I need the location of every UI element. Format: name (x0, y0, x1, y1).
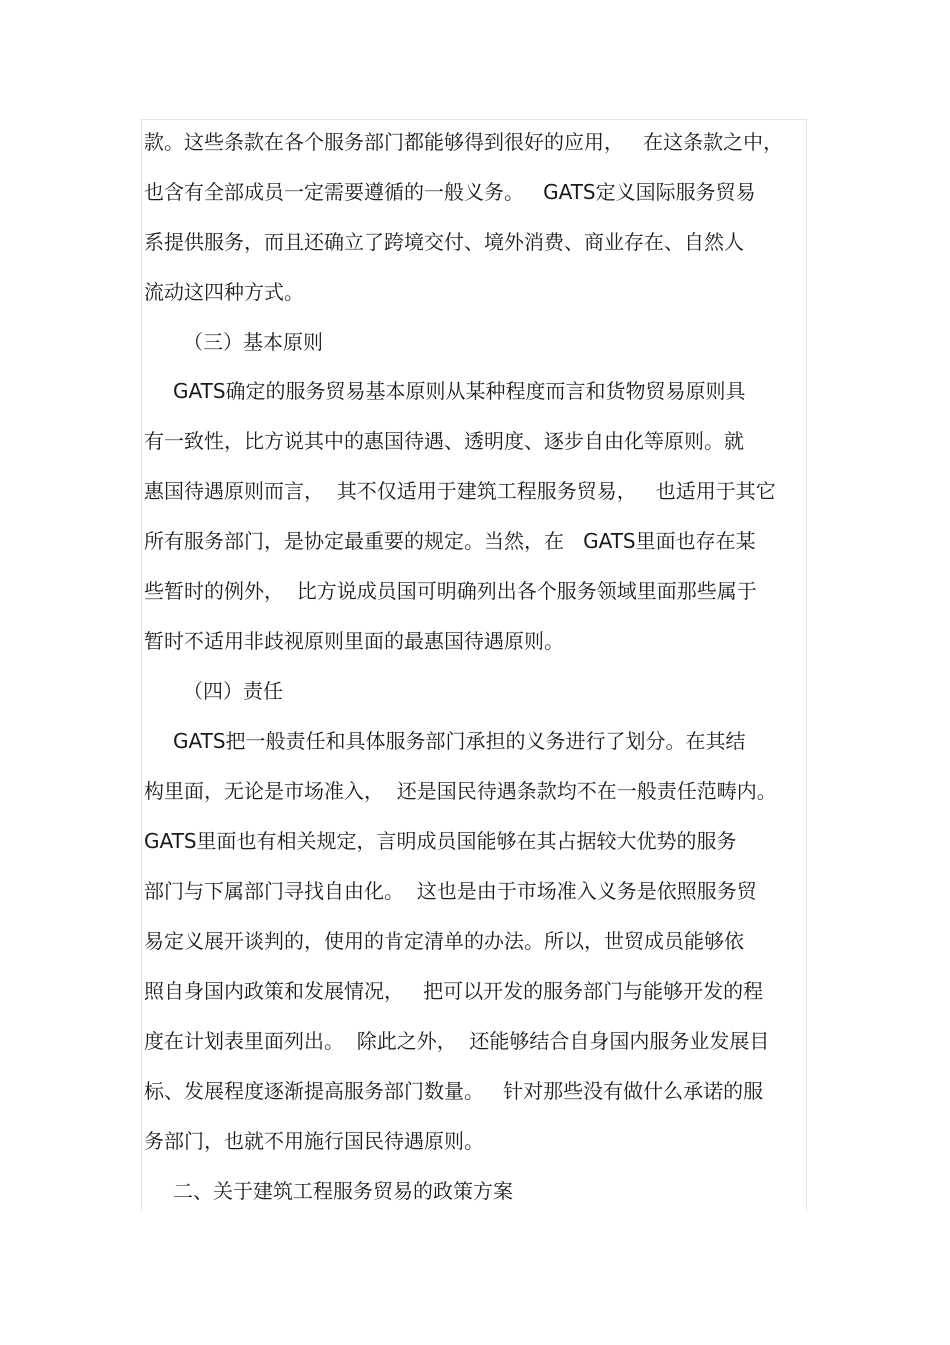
paragraph-line: 系提供服务，而且还确立了跨境交付、境外消费、商业存在、自然人 (144, 230, 744, 254)
paragraph-line: 所有服务部门，是协定最重要的规定。当然，在 GATS里面也存在某 (144, 529, 756, 553)
paragraph-line: GATS把一般责任和具体服务部门承担的义务进行了划分。在其结 (173, 729, 746, 753)
paragraph-line: 些暂时的例外， 比方说成员国可明确列出各个服务领域里面那些属于 (144, 579, 757, 603)
paragraph-line: 有一致性，比方说其中的惠国待遇、透明度、逐步自由化等原则。就 (144, 429, 744, 453)
paragraph-line: 务部门，也就不用施行国民待遇原则。 (144, 1129, 484, 1153)
paragraph-line: 部门与下属部门寻找自由化。 这也是由于市场准入义务是依照服务贸 (144, 879, 757, 903)
paragraph-line: 照自身国内政策和发展情况， 把可以开发的服务部门与能够开发的程 (144, 979, 764, 1003)
section-heading-policy: 二、关于建筑工程服务贸易的政策方案 (173, 1179, 513, 1203)
paragraph-line: 易定义展开谈判的，使用的肯定清单的办法。所以，世贸成员能够依 (144, 929, 744, 953)
paragraph-line: 标、发展程度逐渐提高服务部门数量。 针对那些没有做什么承诺的服 (144, 1079, 764, 1103)
section-heading-basic-principles: （三）基本原则 (183, 330, 323, 354)
paragraph-line: 款。这些条款在各个服务部门都能够得到很好的应用， 在这条款之中， (144, 130, 784, 154)
section-heading-responsibility: （四）责任 (183, 679, 283, 703)
paragraph-line: 度在计划表里面列出。 除此之外， 还能够结合自身国内服务业发展目 (144, 1029, 770, 1053)
paragraph-line: GATS确定的服务贸易基本原则从某种程度而言和货物贸易原则具 (173, 379, 746, 403)
paragraph-line: 构里面，无论是市场准入， 还是国民待遇条款均不在一般责任范畴内。 (144, 779, 777, 803)
paragraph-line: 惠国待遇原则而言， 其不仅适用于建筑工程服务贸易， 也适用于其它 (144, 479, 776, 503)
paragraph-line: 流动这四种方式。 (144, 280, 304, 304)
paragraph-line: 暂时不适用非歧视原则里面的最惠国待遇原则。 (144, 629, 564, 653)
paragraph-line: GATS里面也有相关规定，言明成员国能够在其占据较大优势的服务 (144, 829, 737, 853)
paragraph-line: 也含有全部成员一定需要遵循的一般义务。 GATS定义国际服务贸易 (144, 180, 756, 204)
